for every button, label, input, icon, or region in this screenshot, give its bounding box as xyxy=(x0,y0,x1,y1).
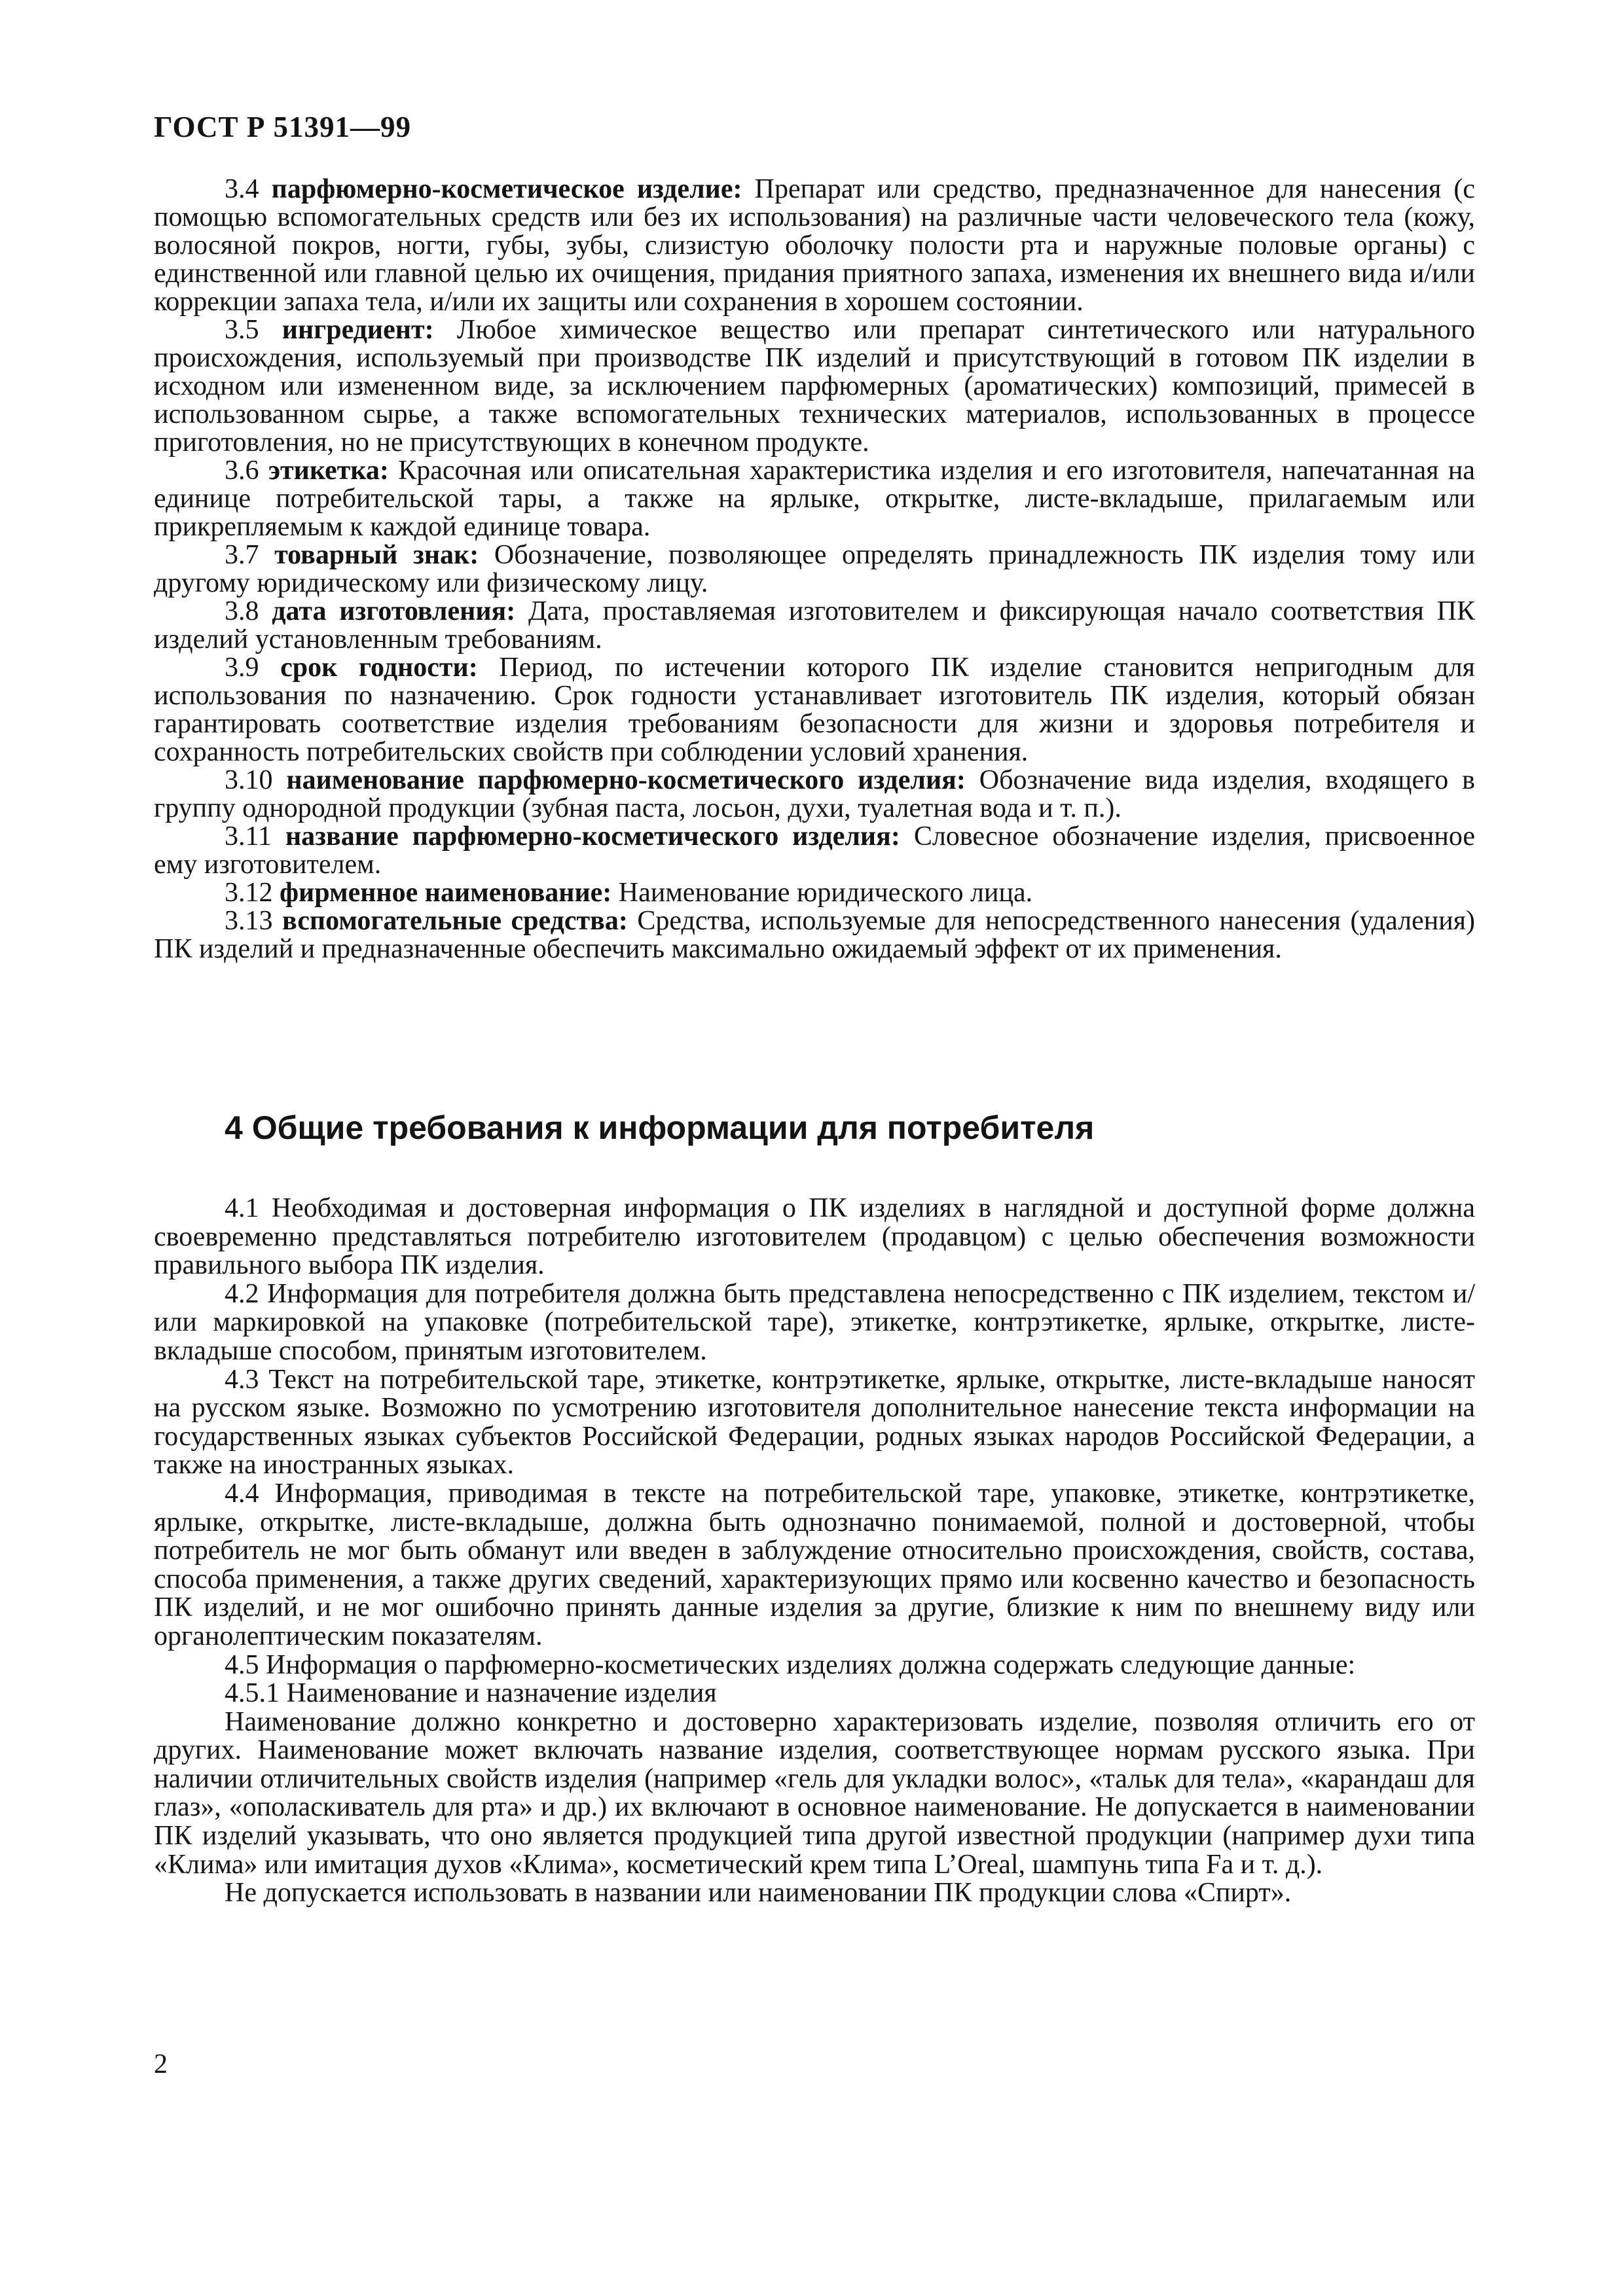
definition-number: 3.13 xyxy=(225,906,273,936)
definition-3-13 xyxy=(154,907,1475,963)
page-number: 2 xyxy=(154,2049,168,2079)
definition-text: Красочная или описательная характеристика изделия и его изготовителя, напечатанная на единице потребительской тары, а также на ярлыке, открытке, листе-вкладыше, прилагаемым или прикрепляемым к каждой единице товара. xyxy=(154,456,1476,542)
definition-term: название парфюмерно-косметического изделия: xyxy=(285,821,900,852)
paragraph-4-4: 4.4 Информация, приводимая в тексте на потребительской таре, упаковке, этикетке, контрэтикетке, ярлыке, открытке, листе-вкладыше, должна быть однозначно понимаемой, полной и достоверной, чтобы потребитель не мог быть обманут или введен в заблуждение относительно происхождения, свойств, состава, способа применения, а также других сведений, характеризующих прямо или косвенно качество и безопасность ПК изделий, и не мог ошибочно принять данные изделия за другие, близкие к ним по внешнему виду или органолептическим показателям. xyxy=(154,1478,1475,1651)
definition-number: 3.12 xyxy=(225,878,273,908)
paragraph-4-2: 4.2 Информация для потребителя должна быть представлена непосредственно с ПК изделием, текстом и/или маркировкой на упаковке (потребительской таре), этикетке, контрэтикетке, ярлыке, открытке, листе-вкладыше способом, принятым изготовителем. xyxy=(154,1278,1475,1366)
definition-term: ингредиент: xyxy=(282,315,434,345)
definition-text: Обозначение, позволяющее определять принадлежность ПК изделия тому или другому юридическому или физическому лицу. xyxy=(154,540,1476,598)
paragraph-spirit-word: Не допускается использовать в названии или наименовании ПК продукции слова «Спирт». xyxy=(225,1878,1292,1909)
document-header: ГОСТ Р 51391—99 xyxy=(154,111,412,143)
definition-term: дата изготовления: xyxy=(272,596,516,626)
definition-number: 3.11 xyxy=(225,821,272,852)
definition-term: наименование парфюмерно-косметического изделия: xyxy=(286,765,966,795)
section-4-heading: 4 Общие требования к информации для потребителя xyxy=(225,1109,1095,1146)
paragraph-4-3: 4.3 Текст на потребительской таре, этикетке, контрэтикетке, ярлыке, открытке, листе-вкладыше наносят на русском языке. Возможно по усмотрению изготовителя дополнительное нанесение текста информации на государственных языках субъектов Российской Федерации, родных языках народов Российской Федерации, а также на иностранных языках. xyxy=(154,1364,1475,1480)
definition-text: Период, по истечении которого ПК изделие становится непригодным для использования по назначению. Срок годности устанавливает изготовитель ПК изделия, который обязан гарантировать соответствие изделия требованиям безопасности для жизни и здоровья потребителя и сохранность потребительских свойств при соблюдении условий хранения. xyxy=(154,653,1475,767)
definition-text: Словесное обозначение изделия, присвоенное ему изготовителем. xyxy=(154,821,1476,880)
definition-term: товарный знак: xyxy=(274,540,479,570)
definitions-list xyxy=(154,175,1475,963)
definition-text: Обозначение вида изделия, входящего в группу однородной продукции (зубная паста, лосьон, духи, туалетная вода и т. п.). xyxy=(154,765,1475,823)
paragraph-4-5: 4.5 Информация о парфюмерно-косметических изделиях должна содержать следующие данные: xyxy=(225,1649,1356,1680)
definition-text: Препарат или средство, предназначенное для нанесения (с помощью вспомогательных средств или без их использования) на различные части человеческого тела (кожу, волосяной покров, ногти, губы, зубы, слизистую оболочку полости рта и наружные половые органы) с единственной или главной целью их очищения, придания приятного запаха, изменения их внешнего вида и/или коррекции запаха тела, и/или их защиты или сохранения в хорошем состоянии. xyxy=(154,174,1476,317)
definition-term: срок годности: xyxy=(280,653,478,683)
paragraph-4-5-1-heading: 4.5.1 Наименование и назначение изделия xyxy=(225,1678,717,1709)
definition-term: фирменное наименование: xyxy=(280,878,612,908)
definition-3-8 xyxy=(154,598,1475,654)
section-4-body xyxy=(154,1194,1475,1908)
definition-3-6 xyxy=(154,457,1475,541)
definition-3-12 xyxy=(154,879,1475,907)
definition-text: Дата, проставляемая изготовителем и фиксирующая начало соответствия ПК изделий установленным требованиям. xyxy=(154,596,1476,655)
definition-number: 3.8 xyxy=(225,596,259,626)
definition-3-5 xyxy=(154,316,1475,457)
definition-term: вспомогательные средства: xyxy=(282,906,628,936)
definition-text: Наименование юридического лица. xyxy=(618,878,1033,908)
definition-number: 3.7 xyxy=(225,540,259,570)
definition-number: 3.9 xyxy=(225,653,259,683)
definition-3-10 xyxy=(154,766,1475,823)
definition-number: 3.4 xyxy=(225,174,259,204)
definition-number: 3.5 xyxy=(225,315,259,345)
definition-number: 3.10 xyxy=(225,765,273,795)
definition-3-7 xyxy=(154,541,1475,598)
definition-term: этикетка: xyxy=(268,456,389,486)
definition-text: Любое химическое вещество или препарат синтетического или натурального происхождения, используемый при производстве ПК изделий и присутствующий в готовом ПК изделии в исходном или измененном виде, за исключением парфюмерных (ароматических) композиций, примесей в использованном сырье, а также вспомогательных технических материалов, использованных в процессе приготовления, но не присутствующих в конечном продукте. xyxy=(154,315,1476,457)
definition-number: 3.6 xyxy=(225,456,259,486)
definition-text: Средства, используемые для непосредственного нанесения (удаления) ПК изделий и предназначенные обеспечить максимально ожидаемый эффект от их применения. xyxy=(154,906,1476,964)
definition-3-9 xyxy=(154,654,1475,766)
paragraph-naming-rules: Наименование должно конкретно и достоверно характеризовать изделие, позволяя отличить его от других. Наименование может включать название изделия, соответствующее нормам русского языка. При наличии отличительных свойств изделия (например «гель для укладки волос», «тальк для тела», «карандаш для глаз», «ополаскиватель для рта» и др.) их включают в основное наименование. Не допускается в наименовании ПК изделий указывать, что оно является продукцией типа другой известной продукции (например духи типа «Клима» или имитация духов «Клима», косметический крем типа L’Oreal, шампунь типа Fa и т. д.). xyxy=(154,1706,1475,1880)
paragraph-4-1: 4.1 Необходимая и достоверная информация о ПК изделиях в наглядной и доступной форме должна своевременно представляться потребителю изготовителем (продавцом) с целью обеспечения возможности правильного выбора ПК изделия. xyxy=(154,1193,1475,1281)
definition-3-4 xyxy=(154,175,1475,316)
definition-term: парфюмерно-косметическое изделие: xyxy=(271,174,742,204)
definition-3-11 xyxy=(154,823,1475,879)
